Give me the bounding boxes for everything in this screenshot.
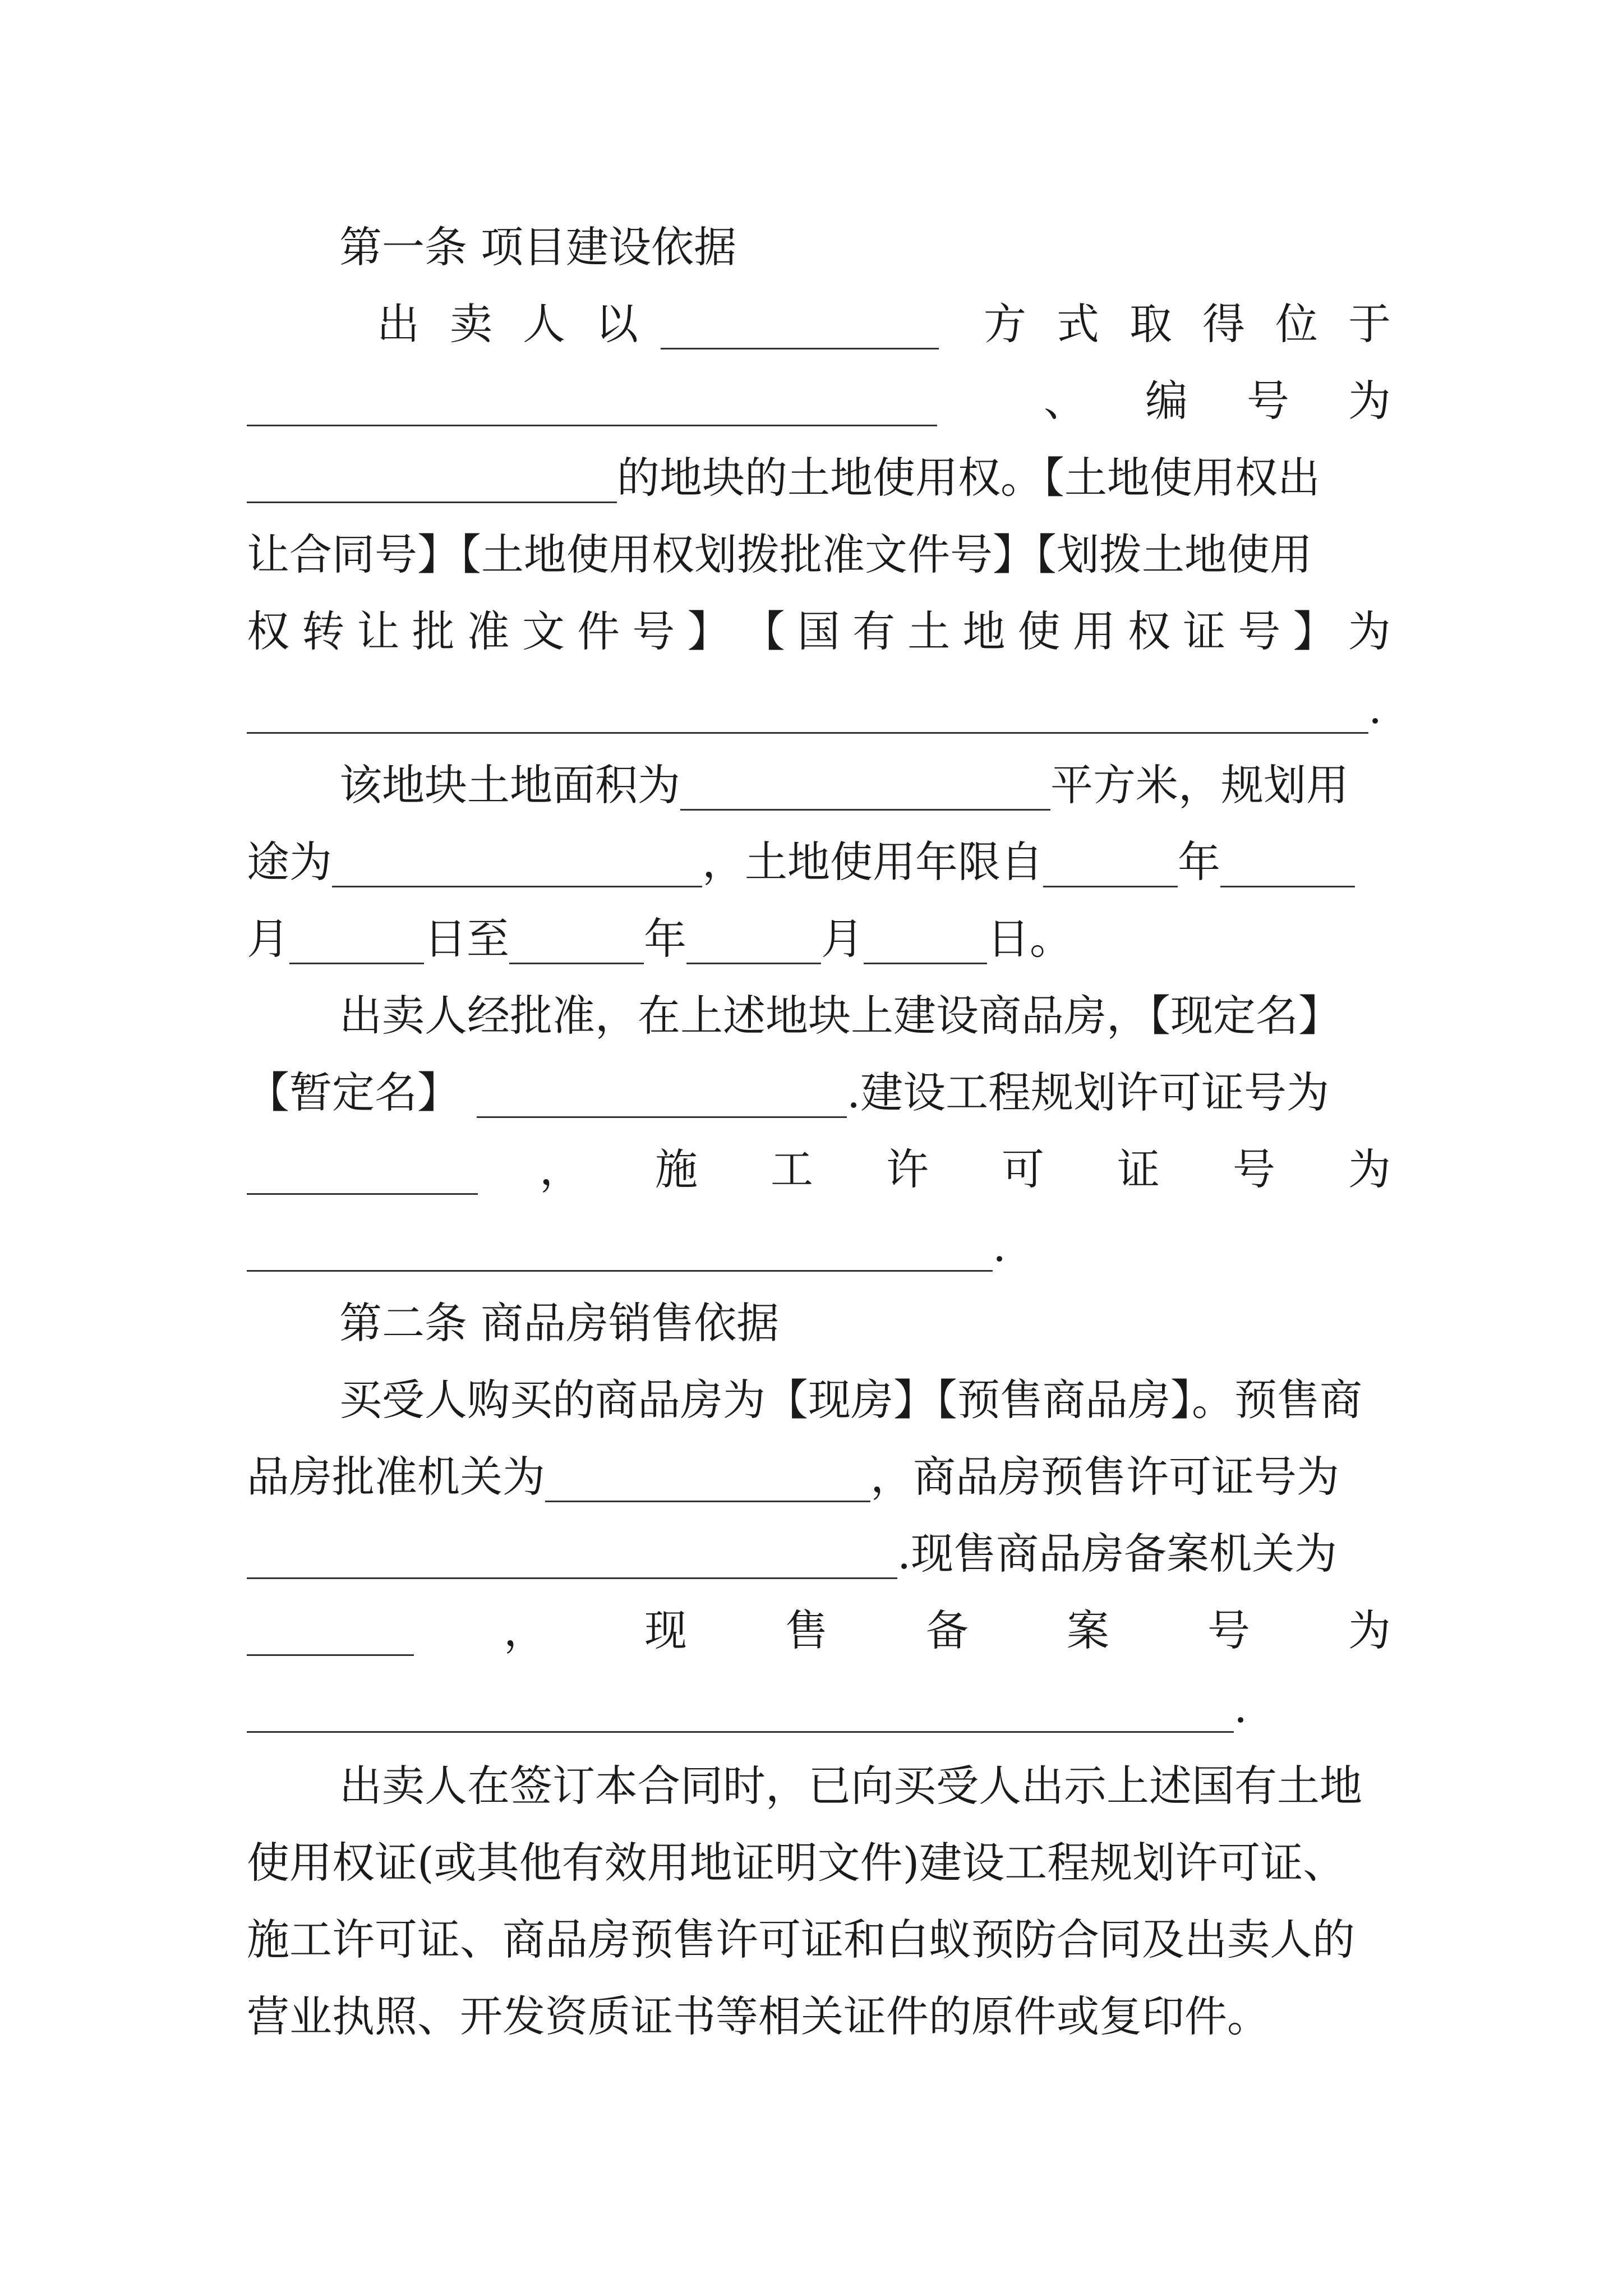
- planning-permit-blank[interactable]: [247, 1156, 478, 1195]
- filing-number-blank[interactable]: [247, 1694, 1234, 1733]
- filing-authority-blank[interactable]: [247, 1617, 414, 1656]
- line-document-types: 让合同号】【土地使用权划拨批准文件号】【划拨土地使用: [247, 530, 1312, 579]
- presale-permit-blank[interactable]: [247, 1540, 897, 1579]
- term-end-day-blank[interactable]: [864, 926, 987, 964]
- paragraph-line-3: 施工许可证、商品房预售许可证和白蚁预防合同及出卖人的: [247, 1915, 1355, 1964]
- line-usage-term: 途为 ，土地使用年限自 年: [247, 834, 1391, 887]
- planned-usage-blank[interactable]: [332, 849, 702, 887]
- line-presale-authority: 品房批准机关为 ，商品房预售许可证号为: [247, 1452, 1339, 1502]
- term-start-year-blank[interactable]: [1043, 849, 1178, 887]
- line-seller-obtains: 出 卖 人 以 方 式 取 得 位 于: [377, 299, 1391, 349]
- presale-authority-blank[interactable]: [545, 1464, 870, 1502]
- line-project-name: 【暂定名】 .建设工程规划许可证号为: [247, 1068, 1330, 1117]
- line-presale-permit: .现售商品房备案机关为: [247, 1525, 1391, 1579]
- line-location: 、 编 号 为: [247, 372, 1391, 426]
- paragraph-line-2: 使用权证(或其他有效用地证明文件)建设工程规划许可证、: [247, 1838, 1346, 1888]
- line-house-type: 买受人购买的商品房为【现房】【预售商品房】。预售商: [339, 1375, 1362, 1425]
- line-filing-number-value: .: [247, 1679, 1391, 1733]
- paragraph-line-4: 营业执照、开发资质证书等相关证件的原件或复印件。: [247, 1991, 1270, 2041]
- article-1-heading: 第一条 项目建设依据: [339, 222, 737, 272]
- term-end-month-blank[interactable]: [686, 926, 821, 964]
- term-end-year-blank[interactable]: [509, 926, 644, 964]
- certificate-number-blank[interactable]: [247, 695, 1368, 734]
- line-filing-number: ， 现 售 备 案 号 为: [247, 1602, 1391, 1656]
- line-construction-permit-number: .: [247, 1218, 1391, 1272]
- term-start-month-blank[interactable]: [1220, 849, 1355, 887]
- article-2-heading: 第二条 商品房销售依据: [339, 1298, 780, 1348]
- term-start-day-blank[interactable]: [289, 926, 424, 964]
- line-approved-build: 出卖人经批准，在上述地块上建设商品房，【现定名】: [339, 991, 1341, 1041]
- line-land-use-right: 的地块的土地使用权。【土地使用权出: [247, 449, 1391, 503]
- line-term-dates: 月 日至 年 月 日。: [247, 914, 1072, 964]
- plot-number-blank[interactable]: [247, 464, 617, 503]
- line-land-area: 该地块土地面积为 平方米，规划用: [339, 760, 1349, 810]
- line-construction-permit: ， 施 工 许 可 证 号 为: [247, 1141, 1391, 1195]
- land-area-blank[interactable]: [680, 772, 1050, 811]
- paragraph-line-1: 出卖人在签订本合同时，已向买受人出示上述国有土地: [339, 1761, 1362, 1811]
- acquisition-method-blank[interactable]: [661, 311, 939, 349]
- line-certificate-number: .: [247, 680, 1391, 734]
- project-name-blank[interactable]: [477, 1079, 847, 1118]
- location-blank[interactable]: [247, 388, 937, 426]
- line-certificate-types: 权 转 让 批 准 文 件 号 】 【 国 有 土 地 使 用 权 证 号 】 为: [247, 606, 1391, 656]
- construction-permit-blank[interactable]: [247, 1233, 993, 1272]
